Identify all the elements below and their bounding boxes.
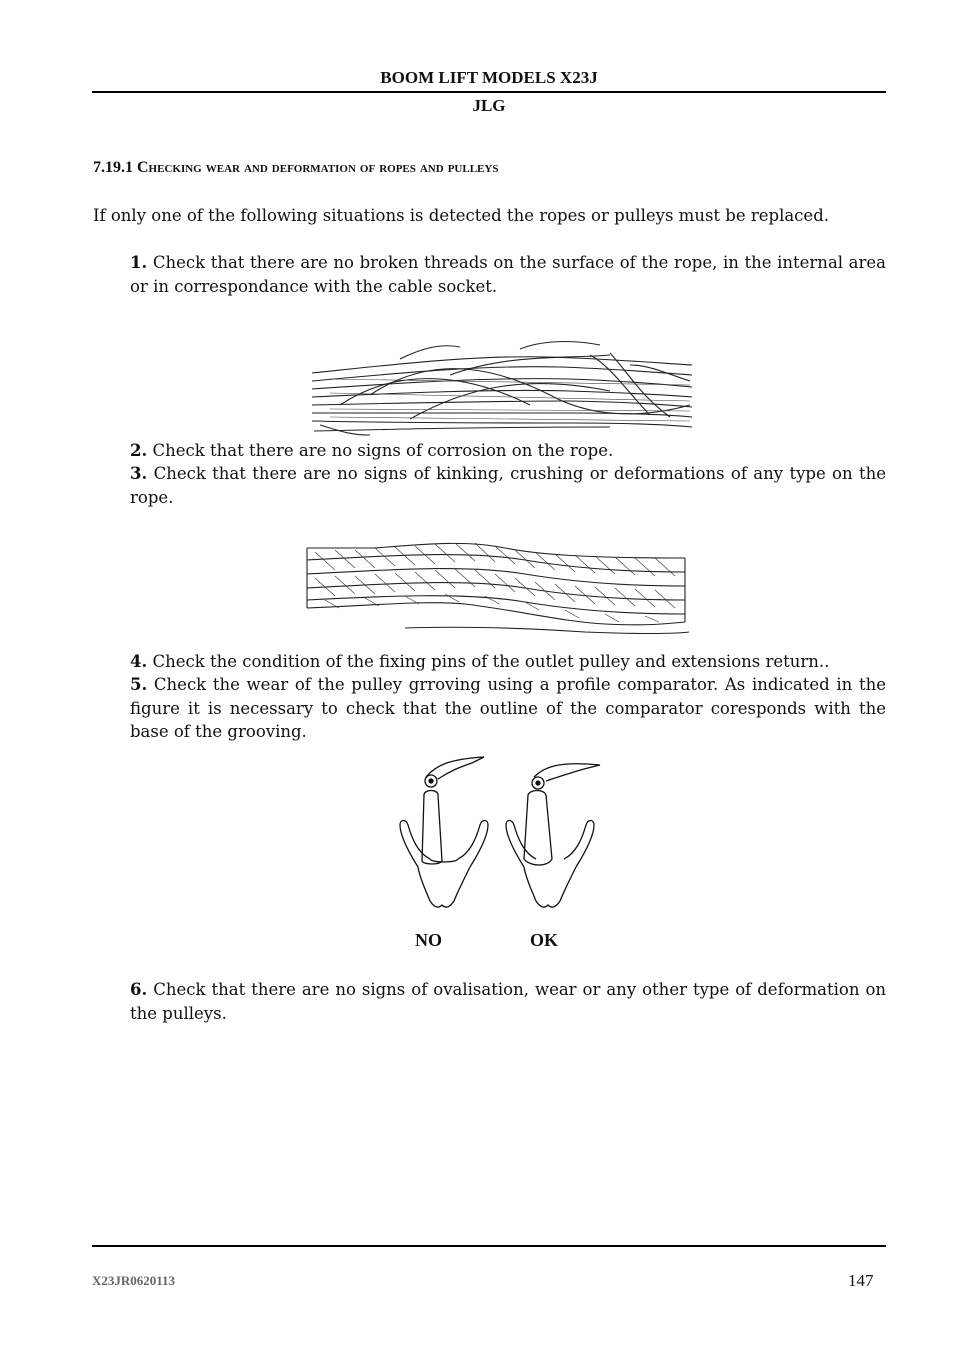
- broken-rope-illustration: [310, 335, 694, 437]
- item-number: 3.: [130, 464, 148, 483]
- list-item-2: [130, 439, 886, 463]
- document-code: X23JR0620113: [92, 1273, 176, 1288]
- item-number: 4.: [130, 652, 148, 671]
- item-number: 6.: [130, 980, 148, 999]
- list-item-5: [130, 673, 886, 744]
- deformed-rope-illustration: [305, 538, 689, 636]
- item-text: Check that there are no broken threads on the surface of the rope, in the internal area or in correspondance with the cable socket.: [130, 253, 886, 296]
- pulley-comparator-illustration: [390, 755, 610, 917]
- pulley-label-no: NO: [415, 930, 442, 950]
- item-number: 5.: [130, 675, 148, 694]
- pulley-ok-drawing: [506, 764, 600, 907]
- pulley-label-ok: OK: [530, 930, 559, 950]
- page-number: 147: [848, 1271, 874, 1290]
- header-brand: JLG: [472, 96, 506, 115]
- header-rule: [92, 91, 886, 93]
- header-title: BOOM LIFT MODELS X23J: [380, 68, 598, 87]
- footer-rule: [92, 1245, 886, 1247]
- list-item-4: [130, 650, 886, 674]
- item-number: 1.: [130, 253, 148, 272]
- list-item-6: [130, 978, 886, 1025]
- intro-paragraph: If only one of the following situations is detected the ropes or pulleys must be replaced.: [93, 206, 829, 225]
- item-text: Check that there are no signs of corrosion on the rope.: [152, 441, 614, 460]
- list-item-1: [130, 251, 886, 298]
- item-text: Check the condition of the fixing pins of the outlet pulley and extensions return..: [152, 652, 830, 671]
- item-text: Check that there are no signs of ovalisation, wear or any other type of deformation on the pulleys.: [130, 980, 887, 1023]
- item-text: Check the wear of the pulley grroving using a profile comparator. As indicated in the figure it is necessary to check that the outline of the comparator coresponds with the base of the grooving.: [130, 675, 887, 741]
- list-item-3: [130, 462, 886, 509]
- item-text: Check that there are no signs of kinking, crushing or deformations of any type on the rope.: [130, 464, 886, 507]
- section-heading: 7.19.1 Checking wear and deformation of ropes and pulleys: [93, 159, 499, 176]
- item-number: 2.: [130, 441, 148, 460]
- pulley-no-drawing: [400, 757, 488, 907]
